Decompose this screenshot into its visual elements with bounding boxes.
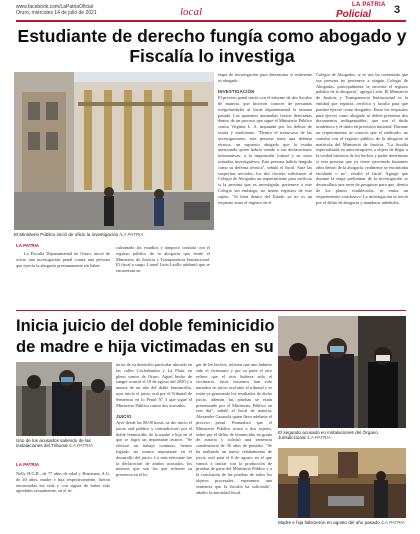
story1-photo-caption: El Ministerio Público inició de oficio la investigación /LA PATRIA [14, 232, 144, 237]
story2-column-3: gar de los hechos, refieren que uno hubiese sido el victimario y por su parte el otro refiere que el otro hubiera sido el victimario, estos extremos han sido narrados en juicio oral ante el tribunal y se están ya generando los resultados de dicho juicio, además las pruebas se están presentando por el Ministerio Público en este día", señaló el fiscal de materia, Alexander Casazola quien lleva adelante el proceso penal. Puntualizó que el Ministerio Público acusó a dos sujetos, sobre por el delito de feminicidio en grado de autoría y solicitó una sentencia condenatoria de 30 años de presidio. "Se ha realizado un nuevo señalamiento de juicio oral para el 6 de agosto en el que vamos a iniciar con la producción de pruebas de parte del Ministerio Público y a la conclusión de las pruebas de todos los objetos procesales, esperamos una sentencia que la fiscalía ha solicitado", añadió la autoridad fiscal. [196, 362, 272, 495]
header-rule [16, 20, 406, 22]
facebook-link[interactable]: www.facebook.com/LaPatriaOficial [16, 4, 93, 10]
story1-byline: LA PATRIA [16, 243, 40, 248]
edition-date: Oruro, miércoles 14 de julio de 2021 [16, 10, 97, 16]
story1-headline: Estudiante de derecho fungía como abogado y Fiscalía lo investiga [17, 26, 407, 66]
story-divider [16, 310, 406, 311]
story2-photo3-caption: Madre e hija fallecieron en agosto del año pasado /LA PATRIA [278, 520, 405, 525]
newspaper-logo: LA PATRIA [352, 2, 386, 8]
story2-photo-accused-1 [16, 362, 112, 436]
story2-headline: Inicia juicio del doble feminicidio de madre e hija victimadas en su [16, 317, 275, 356]
story2-photo-accused-2 [278, 316, 406, 428]
page-number: 3 [394, 4, 401, 16]
story1-column-4: Colegio de Abogados, sí se nos ha contestado que esa persona no pertenece a ningún Colegio de Abogados, principalmente se necesita el registro público de la abogacía", agregó León. El Ministerio de Justicia y Transparencia Institucional es la entidad que registra, certifica y faculta para que puedan ejercer como abogados. Entre los requisitos para ejercer como abogado se deben presentar dos documentos indispensables, que son el título académico y el título en provisión nacional. Durante un requerimiento se conoció que el sindicado, no contaba con el registro público de la abogacía ni matrícula del Ministerio de Justicia. "La fiscalía especializada en anticorrupción, a objeto de llegar a la verdad histórica de los hechos y poder determinar si esta persona que ya viene ejerciendo bastantes años dentro de la abogacía, realmente se encontraba facultado o no", resaltó el fiscal. Agregó que durante la etapa preliminar de la investigación se desarrollará una serie de pesquisas para que, dentro de los plazos establecidos, se emita un requerimiento conclusivo. La investigación se inició por el delito de abogacía y mandatos indebidos. [316, 72, 408, 205]
story2-column-1: Nelly H.G.R., de 77 años de edad y Rosemary A.G. de 40 años, madre e hija respectivamente, fueron encontradas sin vida y con signos de haber sido agredidas sexualmente, en el in- [16, 471, 110, 494]
story2-subhead: JUICIO [116, 414, 132, 420]
story1-column-3a: etapa de investigación para determinar si realmente es abogado. [218, 72, 312, 83]
section-label: local [180, 6, 202, 18]
story1-column-3b: El proceso penal inició con el informe de dos fiscales de materia, que hicieron conocer de presuntas irregularidades al fiscal departamental la semana pasada. Las aparentes anomalías fueron detectadas dentro de un proceso que sigue el Ministerio Público contra Virginia L. A. imputada por los delitos de estafa y estelionato. "Dentro el transcurso de las investigaciones, esta persona tenía una defensa técnica, un supuesto abogado que la estaba asesorando quien habría venido a sus declaraciones informativas, a la imputación formal y en otros actuados investigativos. Esta persona habría fungido como su defensa técnica", señaló el fiscal. Ante las sospechas iniciales, los dos fiscales solicitaron al Colegio de Abogados un requerimiento para verificar si la persona que es investigada, pertenece a este Colegio sin embargo, no tienen registros de este sujeto. "Si bien dentro del Estado ya no es un requisito tener el registro en el [218, 95, 312, 205]
story1-photo [14, 72, 214, 230]
story2-photo1-caption: Uno de los acusados saliendo de las instalaciones del Tribunal /LA PATRIA [16, 438, 93, 449]
story1-column-1: La Fiscalía Departamental de Oruro, inició de oficio una investigación penal contra una persona que ejercía la abogacía presuntamente sin haber [16, 251, 110, 268]
story1-subhead: INVESTIGACIÓN [218, 89, 255, 95]
story2-byline: LA PATRIA [16, 462, 40, 467]
story2-column-2 [116, 362, 192, 532]
story1-column-2: culminado los estudios y tampoco contaría con el registro público de la abogacía que emite el Ministerio de Justicia y Transparencia Institucional. El fiscal a cargo, Lionel León Latillo adelantó que se encuentran en [116, 245, 210, 274]
story2-photo2-caption: El segundo acusado en instalaciones del Órgano Jurisdiccional /LA PATRIA [278, 430, 378, 441]
story1-column-3 [218, 72, 312, 308]
section-logo: Policial [336, 9, 372, 20]
story2-column-2b: Ayer desde las 08:00 horas, se dio inicio el juicio oral público y contradictorio por el doble feminicidio de la madre e hija en el que se logró un importante avance. "Se efectuó un trabajo continuo, hemos logrado un avance importante en el desarrollo del juicio. Lo más relevante fue la declaración de ambos acusados, los mismos que son los que refieren su presencia en el lu- [116, 419, 192, 478]
story2-photo-crime-scene [278, 448, 406, 518]
page-header [0, 0, 420, 22]
story2-column-2a: terior de su domicilio particular ubicado en las calles Cochabamba y La Plata, en pleno centro de Oruro. Aquel hecho de sangre ocurrió el 18 de agosto del 2020 y a menos de un año del doble feminicidio, ayer inició el juicio oral por el Tribunal de Sentencia en lo Penal Nº 3 que sigue el Ministerio Público contra dos acusados. [116, 362, 192, 408]
